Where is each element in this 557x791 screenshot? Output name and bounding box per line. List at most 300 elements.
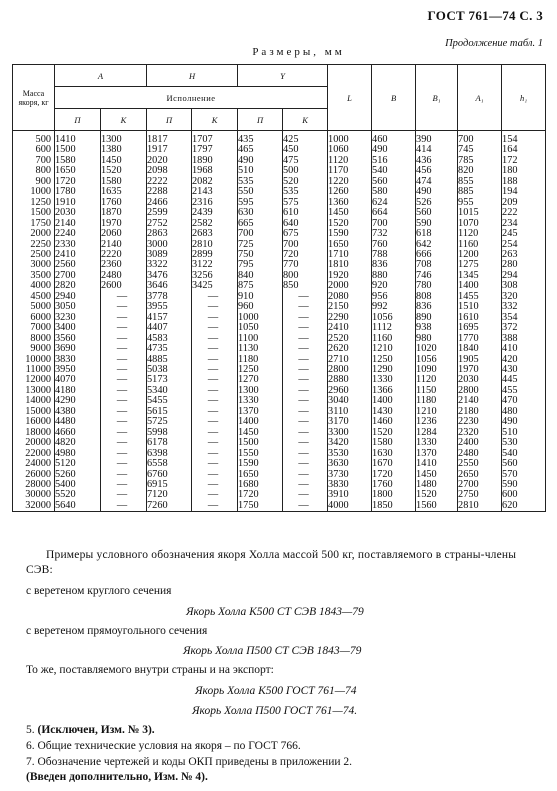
- cell-Y-P: 630: [238, 208, 283, 218]
- col-L: L: [328, 65, 372, 131]
- col-A1: A₁: [458, 65, 502, 131]
- cell-Y-K: 720: [283, 250, 328, 260]
- cell-Y-P: 1720: [238, 490, 283, 500]
- cell-H-P: 2599: [147, 208, 192, 218]
- cell-A-P: 4660: [55, 428, 101, 438]
- cell-mass: 1500: [13, 208, 55, 218]
- cell-mass: 2000: [13, 229, 55, 239]
- cell-h1: 372: [502, 323, 546, 333]
- cell-H-K: —: [192, 396, 238, 406]
- cell-H-P: 5173: [147, 375, 192, 385]
- cell-mass: 22000: [13, 449, 55, 459]
- cell-h1: 254: [502, 240, 546, 250]
- dimensions-table: [12, 64, 546, 512]
- cell-Y-P: 1650: [238, 470, 283, 480]
- cell-H-K: —: [192, 501, 238, 512]
- cell-H-K: 1968: [192, 166, 238, 176]
- cell-H-P: 3955: [147, 302, 192, 312]
- cell-Y-P: 750: [238, 250, 283, 260]
- cell-mass: 500: [13, 131, 55, 146]
- cell-mass: 16000: [13, 417, 55, 427]
- cell-H-K: 2439: [192, 208, 238, 218]
- cell-h1: 164: [502, 145, 546, 155]
- cell-h1: 470: [502, 396, 546, 406]
- cell-L: 1920: [328, 271, 372, 281]
- cell-A1: 700: [458, 131, 502, 146]
- cell-B: 516: [372, 156, 416, 166]
- cell-Y-P: 1370: [238, 407, 283, 417]
- cell-Y-K: —: [283, 375, 328, 385]
- cell-A-K: —: [101, 292, 147, 302]
- cell-B1: 1450: [416, 470, 458, 480]
- cell-mass: 3500: [13, 271, 55, 281]
- cell-Y-K: —: [283, 396, 328, 406]
- cell-H-K: —: [192, 344, 238, 354]
- cell-B: 732: [372, 229, 416, 239]
- cell-H-P: 7260: [147, 501, 192, 512]
- cell-Y-P: 1000: [238, 313, 283, 323]
- cell-H-K: 2683: [192, 229, 238, 239]
- cell-A1: 2480: [458, 449, 502, 459]
- col-H-P: П: [147, 109, 192, 131]
- cell-H-P: 4407: [147, 323, 192, 333]
- item-5-number: 5.: [26, 724, 35, 736]
- cell-mass: 18000: [13, 428, 55, 438]
- cell-h1: 308: [502, 281, 546, 291]
- cell-Y-K: 535: [283, 187, 328, 197]
- rect-section-label: с веретеном прямоугольного сечения: [26, 625, 208, 637]
- cell-h1: 234: [502, 219, 546, 229]
- cell-H-P: 2020: [147, 156, 192, 166]
- cell-H-P: 3000: [147, 240, 192, 250]
- cell-A1: 1510: [458, 302, 502, 312]
- cell-A1: 1400: [458, 281, 502, 291]
- cell-L: 1170: [328, 166, 372, 176]
- cell-A1: 1120: [458, 229, 502, 239]
- cell-L: 3110: [328, 407, 372, 417]
- cell-H-P: 6178: [147, 438, 192, 448]
- cell-A-P: 2030: [55, 208, 101, 218]
- cell-A1: 2800: [458, 386, 502, 396]
- cell-Y-K: 610: [283, 208, 328, 218]
- cell-A-K: —: [101, 323, 147, 333]
- cell-B: 1160: [372, 334, 416, 344]
- cell-A1: 1200: [458, 250, 502, 260]
- cell-mass: 30000: [13, 490, 55, 500]
- cell-B1: 414: [416, 145, 458, 155]
- cell-B1: 526: [416, 198, 458, 208]
- cell-H-P: 5998: [147, 428, 192, 438]
- cell-A1: 2230: [458, 417, 502, 427]
- cell-Y-K: —: [283, 459, 328, 469]
- cell-A1: 1695: [458, 323, 502, 333]
- cell-H-K: —: [192, 323, 238, 333]
- cell-A-P: 3400: [55, 323, 101, 333]
- cell-A-P: 2940: [55, 292, 101, 302]
- cell-mass: 15000: [13, 407, 55, 417]
- cell-mass: 6000: [13, 313, 55, 323]
- cell-L: 2000: [328, 281, 372, 291]
- cell-mass: 3000: [13, 260, 55, 270]
- cell-H-P: 4885: [147, 355, 192, 365]
- cell-Y-K: 575: [283, 198, 328, 208]
- cell-Y-K: 425: [283, 131, 328, 146]
- cell-A1: 1070: [458, 219, 502, 229]
- cell-mass: 13000: [13, 386, 55, 396]
- cell-A-K: —: [101, 470, 147, 480]
- cell-h1: 354: [502, 313, 546, 323]
- cell-A1: 2320: [458, 428, 502, 438]
- cell-B: 490: [372, 145, 416, 155]
- cell-A1: 745: [458, 145, 502, 155]
- cell-Y-K: 800: [283, 271, 328, 281]
- cell-Y-K: 450: [283, 145, 328, 155]
- cell-A-K: 1760: [101, 198, 147, 208]
- col-H-K: К: [192, 109, 238, 131]
- cell-A-K: —: [101, 438, 147, 448]
- cell-Y-P: 535: [238, 177, 283, 187]
- cell-h1: 154: [502, 131, 546, 146]
- cell-B1: 1150: [416, 386, 458, 396]
- cell-B1: 890: [416, 313, 458, 323]
- example-3: Якорь Холла К500 ГОСТ 761—74: [195, 685, 357, 697]
- cell-B1: 938: [416, 323, 458, 333]
- cell-h1: 320: [502, 292, 546, 302]
- cell-mass: 11000: [13, 365, 55, 375]
- cell-L: 2710: [328, 355, 372, 365]
- cell-A-K: 2220: [101, 250, 147, 260]
- cell-H-K: —: [192, 490, 238, 500]
- cell-h1: 560: [502, 459, 546, 469]
- table-continuation-label: Продолжение табл. 1: [445, 38, 543, 49]
- cell-H-K: —: [192, 375, 238, 385]
- cell-A1: 1160: [458, 240, 502, 250]
- item-7: 7. Обозначение чертежей и коды ОКП приведены в приложении 2.: [26, 756, 353, 768]
- dimensions-title: Размеры, мм: [252, 46, 345, 58]
- cell-L: 1060: [328, 145, 372, 155]
- cell-B: 1210: [372, 344, 416, 354]
- cell-Y-P: 1270: [238, 375, 283, 385]
- cell-Y-P: 1590: [238, 459, 283, 469]
- cell-H-P: 3476: [147, 271, 192, 281]
- cell-H-P: 5455: [147, 396, 192, 406]
- cell-H-K: —: [192, 386, 238, 396]
- cell-Y-K: —: [283, 438, 328, 448]
- cell-Y-P: 490: [238, 156, 283, 166]
- cell-Y-K: 475: [283, 156, 328, 166]
- cell-A1: 2400: [458, 438, 502, 448]
- cell-L: 3730: [328, 470, 372, 480]
- cell-H-K: 3256: [192, 271, 238, 281]
- cell-L: 1520: [328, 219, 372, 229]
- cell-L: 1650: [328, 240, 372, 250]
- cell-L: 3630: [328, 459, 372, 469]
- example-1: Якорь Холла К500 СТ СЭВ 1843—79: [186, 606, 364, 618]
- example-4: Якорь Холла П500 ГОСТ 761—74.: [192, 705, 358, 717]
- cell-mass: 1000: [13, 187, 55, 197]
- cell-H-K: —: [192, 459, 238, 469]
- cell-H-K: 2082: [192, 177, 238, 187]
- cell-h1: 600: [502, 490, 546, 500]
- added-note: (Введен дополнительно, Изм. № 4).: [26, 771, 208, 783]
- cell-B1: 1056: [416, 355, 458, 365]
- cell-A-P: 2240: [55, 229, 101, 239]
- cell-A-P: 5400: [55, 480, 101, 490]
- cell-H-K: 2143: [192, 187, 238, 197]
- cell-h1: 245: [502, 229, 546, 239]
- col-A-K: К: [101, 109, 147, 131]
- cell-Y-P: 465: [238, 145, 283, 155]
- cell-Y-P: 725: [238, 240, 283, 250]
- cell-A-K: —: [101, 501, 147, 512]
- cell-A1: 785: [458, 156, 502, 166]
- cell-A-P: 5120: [55, 459, 101, 469]
- cell-B: 1460: [372, 417, 416, 427]
- col-Y: Y: [238, 65, 328, 87]
- cell-B1: 708: [416, 260, 458, 270]
- cell-A-P: 3830: [55, 355, 101, 365]
- cell-H-K: 2899: [192, 250, 238, 260]
- col-mass: Масса якоря, кг: [13, 65, 55, 131]
- cell-Y-P: 1680: [238, 480, 283, 490]
- cell-H-P: 5038: [147, 365, 192, 375]
- col-A-P: П: [55, 109, 101, 131]
- cell-h1: 194: [502, 187, 546, 197]
- cell-B1: 666: [416, 250, 458, 260]
- col-A: A: [55, 65, 147, 87]
- col-Y-P: П: [238, 109, 283, 131]
- col-B: B: [372, 65, 416, 131]
- cell-H-K: 1707: [192, 131, 238, 146]
- cell-Y-K: —: [283, 501, 328, 512]
- cell-h1: 222: [502, 208, 546, 218]
- example-intro: Примеры условного обозначения якоря Холла массой 500 кг, поставляемого в страны-члены СЭВ:: [26, 549, 517, 576]
- cell-A1: 2140: [458, 396, 502, 406]
- cell-B: 1112: [372, 323, 416, 333]
- cell-Y-P: 1450: [238, 428, 283, 438]
- page-header: ГОСТ 761—74 С. 3: [427, 8, 543, 23]
- cell-A-P: 5520: [55, 490, 101, 500]
- cell-L: 1120: [328, 156, 372, 166]
- cell-A-K: —: [101, 344, 147, 354]
- cell-L: 1590: [328, 229, 372, 239]
- cell-h1: 332: [502, 302, 546, 312]
- item-6: 6. Общие технические условия на якоря – по ГОСТ 766.: [26, 740, 301, 752]
- cell-A1: 1275: [458, 260, 502, 270]
- cell-Y-K: —: [283, 344, 328, 354]
- cell-B1: 808: [416, 292, 458, 302]
- cell-h1: 410: [502, 344, 546, 354]
- cell-A-P: 5640: [55, 501, 101, 512]
- cell-L: 1220: [328, 177, 372, 187]
- cell-mass: 20000: [13, 438, 55, 448]
- cell-B1: 436: [416, 156, 458, 166]
- cell-L: 2290: [328, 313, 372, 323]
- cell-B1: 456: [416, 166, 458, 176]
- cell-B: 1520: [372, 428, 416, 438]
- cell-Y-P: 1180: [238, 355, 283, 365]
- cell-A-K: —: [101, 386, 147, 396]
- cell-B1: 1520: [416, 490, 458, 500]
- cell-mass: 900: [13, 177, 55, 187]
- cell-Y-P: 1100: [238, 334, 283, 344]
- cell-B: 1630: [372, 449, 416, 459]
- cell-mass: 4500: [13, 292, 55, 302]
- cell-A-P: 2410: [55, 250, 101, 260]
- cell-B: 880: [372, 271, 416, 281]
- cell-Y-K: 520: [283, 177, 328, 187]
- cell-B1: 980: [416, 334, 458, 344]
- cell-A1: 1015: [458, 208, 502, 218]
- cell-H-K: 2316: [192, 198, 238, 208]
- cell-h1: 263: [502, 250, 546, 260]
- cell-A1: 2180: [458, 407, 502, 417]
- cell-Y-K: —: [283, 365, 328, 375]
- cell-h1: 570: [502, 470, 546, 480]
- cell-H-K: 2810: [192, 240, 238, 250]
- cell-h1: 420: [502, 355, 546, 365]
- col-H: H: [147, 65, 238, 87]
- cell-H-P: 3089: [147, 250, 192, 260]
- cell-Y-K: —: [283, 313, 328, 323]
- cell-H-P: 5340: [147, 386, 192, 396]
- item-5: [26, 724, 155, 736]
- cell-Y-P: 840: [238, 271, 283, 281]
- cell-L: 2150: [328, 302, 372, 312]
- cell-A1: 1610: [458, 313, 502, 323]
- cell-A1: 2650: [458, 470, 502, 480]
- cell-Y-K: 640: [283, 219, 328, 229]
- cell-H-P: 4583: [147, 334, 192, 344]
- cell-mass: 10000: [13, 355, 55, 365]
- cell-L: 2880: [328, 375, 372, 385]
- cell-A-P: 2820: [55, 281, 101, 291]
- cell-A1: 1905: [458, 355, 502, 365]
- cell-A-K: 1520: [101, 166, 147, 176]
- cell-A1: 855: [458, 177, 502, 187]
- cell-B: 580: [372, 187, 416, 197]
- cell-mass: 600: [13, 145, 55, 155]
- cell-B: 1580: [372, 438, 416, 448]
- cell-B: 1670: [372, 459, 416, 469]
- example-2: Якорь Холла П500 СТ СЭВ 1843—79: [183, 645, 362, 657]
- cell-L: 1810: [328, 260, 372, 270]
- cell-B1: 1370: [416, 449, 458, 459]
- cell-h1: 180: [502, 166, 546, 176]
- cell-A1: 2700: [458, 480, 502, 490]
- cell-Y-P: 435: [238, 131, 283, 146]
- cell-Y-P: 795: [238, 260, 283, 270]
- cell-A-K: 2480: [101, 271, 147, 281]
- cell-mass: 26000: [13, 470, 55, 480]
- cell-h1: 480: [502, 407, 546, 417]
- cell-h1: 172: [502, 156, 546, 166]
- cell-A-P: 3950: [55, 365, 101, 375]
- cell-h1: 510: [502, 428, 546, 438]
- cell-h1: 620: [502, 501, 546, 512]
- cell-L: 1450: [328, 208, 372, 218]
- cell-L: 2620: [328, 344, 372, 354]
- cell-H-K: —: [192, 313, 238, 323]
- cell-A-P: 2330: [55, 240, 101, 250]
- cell-Y-P: 875: [238, 281, 283, 291]
- cell-A-P: 1780: [55, 187, 101, 197]
- cell-A1: 2550: [458, 459, 502, 469]
- cell-L: 3420: [328, 438, 372, 448]
- cell-A-K: 2360: [101, 260, 147, 270]
- cell-A-K: —: [101, 396, 147, 406]
- cell-A-K: —: [101, 313, 147, 323]
- cell-L: 3830: [328, 480, 372, 490]
- cell-Y-P: 1050: [238, 323, 283, 333]
- col-Y-K: К: [283, 109, 328, 131]
- col-B1: B₁: [416, 65, 458, 131]
- cell-h1: 455: [502, 386, 546, 396]
- cell-h1: 388: [502, 334, 546, 344]
- cell-Y-K: —: [283, 386, 328, 396]
- cell-A-P: 3230: [55, 313, 101, 323]
- cell-H-P: 6558: [147, 459, 192, 469]
- cell-H-P: 2098: [147, 166, 192, 176]
- cell-H-P: 4735: [147, 344, 192, 354]
- cell-Y-K: —: [283, 292, 328, 302]
- cell-B1: 1120: [416, 375, 458, 385]
- cell-H-P: 2863: [147, 229, 192, 239]
- cell-L: 1000: [328, 131, 372, 146]
- cell-h1: 209: [502, 198, 546, 208]
- cell-H-P: 7120: [147, 490, 192, 500]
- cell-Y-K: —: [283, 490, 328, 500]
- cell-A-K: —: [101, 428, 147, 438]
- cell-A1: 1345: [458, 271, 502, 281]
- cell-B1: 618: [416, 229, 458, 239]
- cell-B: 1366: [372, 386, 416, 396]
- cell-H-P: 5725: [147, 417, 192, 427]
- cell-mass: 28000: [13, 480, 55, 490]
- cell-L: 1360: [328, 198, 372, 208]
- cell-B: 664: [372, 208, 416, 218]
- cell-Y-K: 850: [283, 281, 328, 291]
- cell-B: 1330: [372, 375, 416, 385]
- cell-H-K: —: [192, 302, 238, 312]
- cell-B1: 1330: [416, 438, 458, 448]
- cell-A1: 1970: [458, 365, 502, 375]
- cell-A-P: 4380: [55, 407, 101, 417]
- cell-A-P: 4290: [55, 396, 101, 406]
- cell-A-P: 1650: [55, 166, 101, 176]
- cell-A-P: 1410: [55, 131, 101, 146]
- cell-Y-K: 675: [283, 229, 328, 239]
- table-row: [13, 459, 546, 469]
- cell-B1: 780: [416, 281, 458, 291]
- cell-H-K: —: [192, 365, 238, 375]
- cell-Y-P: 550: [238, 187, 283, 197]
- cell-mass: 1250: [13, 198, 55, 208]
- cell-Y-P: 700: [238, 229, 283, 239]
- cell-B1: 1180: [416, 396, 458, 406]
- cell-B1: 1090: [416, 365, 458, 375]
- cell-A-K: 2600: [101, 281, 147, 291]
- col-h1: h₁: [502, 65, 546, 131]
- cell-H-K: —: [192, 334, 238, 344]
- cell-Y-P: 1250: [238, 365, 283, 375]
- cell-Y-P: 1500: [238, 438, 283, 448]
- cell-B: 1056: [372, 313, 416, 323]
- cell-A-P: 2700: [55, 271, 101, 281]
- cell-B1: 746: [416, 271, 458, 281]
- cell-A-K: 1635: [101, 187, 147, 197]
- item-5-text: (Исключен, Изм. № 3).: [37, 724, 155, 736]
